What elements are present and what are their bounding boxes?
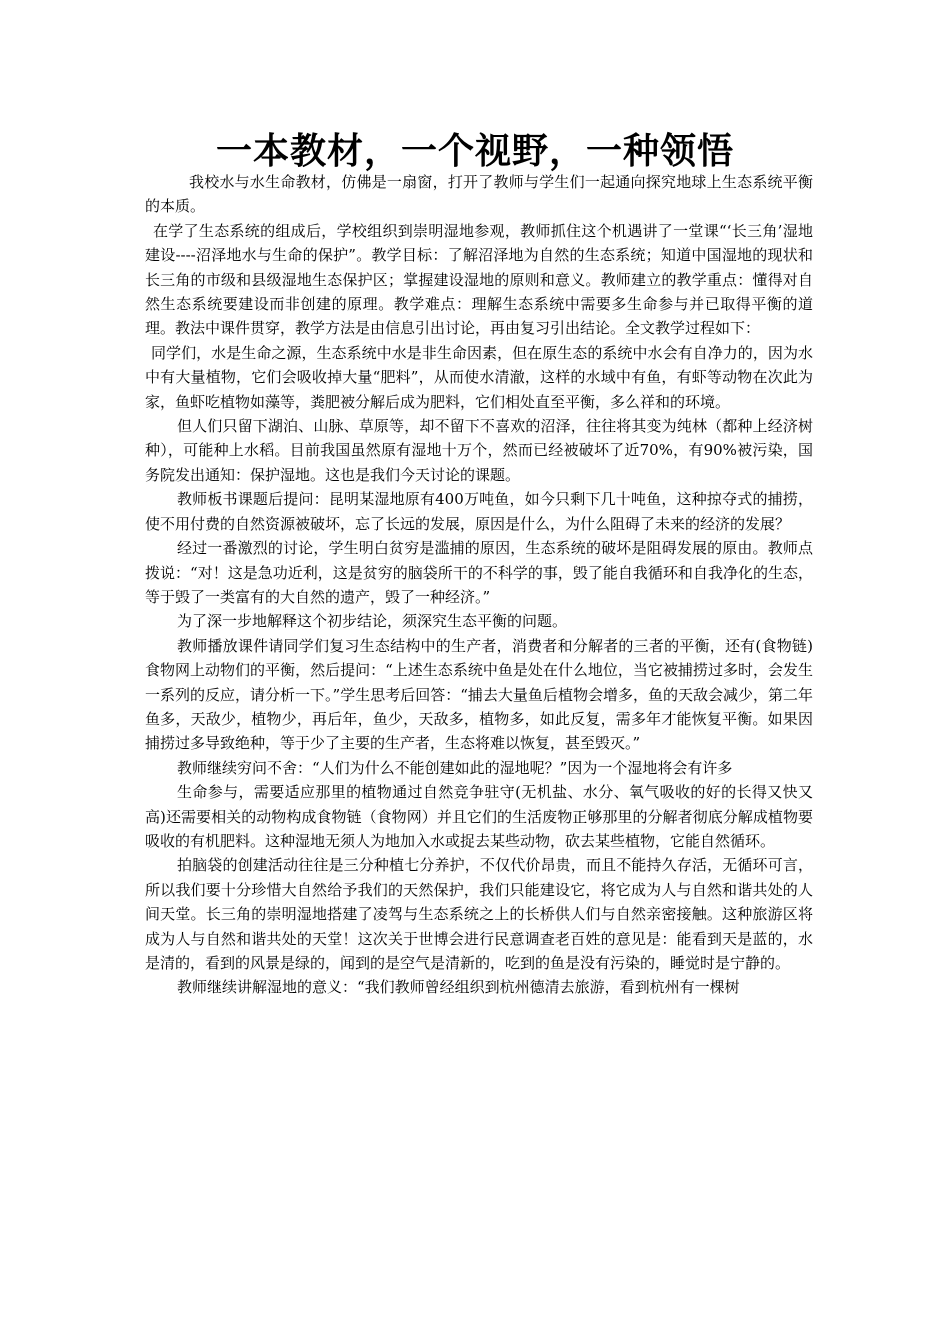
paragraph-lesson-overview: 在学了生态系统的组成后，学校组织到崇明湿地参观，教师抓住这个机遇讲了一堂课“‘长三角’湿地建设----沼泽地水与生命的保护”。教学目标：了解沼泽地为自然的生态系统；知道中国湿地的现状和长三角的市级和县级湿地生态保护区；掌握建设湿地的原则和意义。教师建立的教学重点：懂得对自然生态系统要建设而非创建的原理。教学难点：理解生态系统中需要多生命参与并已取得平衡的道理。教法中课件贯穿，教学方法是由信息引出讨论，再由复习引出结论。全文教学过程如下： [145,221,813,338]
paragraph-intro: 我校水与水生命教材，仿佛是一扇窗，打开了教师与学生们一起通向探究地球上生态系统平衡的本质。 [145,173,813,216]
paragraph-teacher-question: 教师板书课题后提问：昆明某湿地原有400万吨鱼，如今只剩下几十吨鱼，这种掠夺式的捕捞，使不用付费的自然资源被破坏，忘了长远的发展，原因是什么，为什么阻碍了未来的经济的发展？ [145,490,813,533]
document-title: 一本教材，一个视野，一种领悟 [215,130,734,172]
paragraph-follow-up-question: 教师继续穷问不舍：“人们为什么不能创建如此的湿地呢？”因为一个湿地将会有许多 [177,758,733,777]
paragraph-life-participation: 生命参与，需要适应那里的植物通过自然竞争驻守(无机盐、水分、氧气吸收的好的长得又快又高)还需要相关的动物构成食物链（食物网）并且它们的生活废物正够那里的分解者彻底分解成植物要吸收的有机肥料。这种湿地无须人为地加入水或捉去某些动物，砍去某些植物，它能自然循环。 [145,783,813,850]
paragraph-wetland-meaning: 教师继续讲解湿地的意义：“我们教师曾经组织到杭州德清去旅游，看到杭州有一棵树 [177,978,740,997]
paragraph-protection: 拍脑袋的创建活动往往是三分种植七分养护，不仅代价昂贵，而且不能持久存活，无循环可言，所以我们要十分珍惜大自然给予我们的天然保护，我们只能建设它，将它成为人与自然和谐共处的人间天堂。长三角的崇明湿地搭建了凌驾与生态系统之上的长桥供人们与自然亲密接触。这种旅游区将成为人与自然和谐共处的天堂！这次关于世博会进行民意调查老百姓的意见是：能看到天是蓝的，水是清的，看到的风景是绿的，闻到的是空气是清新的，吃到的鱼是没有污染的，睡觉时是宁静的。 [145,856,813,972]
paragraph-deeper-explanation: 为了深一步地解释这个初步结论，须深究生态平衡的问题。 [177,612,568,631]
paragraph-wetland-status: 但人们只留下湖泊、山脉、草原等，却不留下不喜欢的沼泽，往往将其变为纯林（都种上经济树种），可能种上水稻。目前我国虽然原有湿地十万个，然而已经被破坏了近70%，有90%被污染，国务院发出通知：保护湿地。这也是我们今天讨论的课题。 [145,417,813,484]
document-body [145,170,813,1000]
paragraph-water-ecosystem: 同学们，水是生命之源，生态系统中水是非生命因素，但在原生态的系统中水会有自净力的，因为水中有大量植物，它们会吸收掉大量“肥料”，从而使水清澈，这样的水域中有鱼，有虾等动物在次此为家，鱼虾吃植物如藻等，粪肥被分解后成为肥料，它们相处直至平衡，多么祥和的环境。 [145,343,813,411]
paragraph-discussion: 经过一番激烈的讨论，学生明白贫穷是滥捕的原因，生态系统的破坏是阻碍发展的原由。教师点拨说：“对！这是急功近利，这是贫穷的脑袋所干的不科学的事，毁了能自我循环和自我净化的生态，等于毁了一类富有的大自然的遗产，毁了一种经济。” [145,539,813,606]
paragraph-food-web-review: 教师播放课件请同学们复习生态结构中的生产者，消费者和分解者的三者的平衡，还有(食物链)食物网上动物们的平衡，然后提问：“上述生态系统中鱼是处在什么地位，当它被捕捞过多时，会发生一系列的反应，请分析一下。”学生思考后回答：“捕去大量鱼后植物会增多，鱼的天敌会减少，第二年鱼多，天敌少，植物少，再后年，鱼少，天敌多，植物多，如此反复，需多年才能恢复平衡。如果因捕捞过多导致绝种，等于少了主要的生产者，生态将难以恢复，甚至毁灭。” [145,636,813,753]
